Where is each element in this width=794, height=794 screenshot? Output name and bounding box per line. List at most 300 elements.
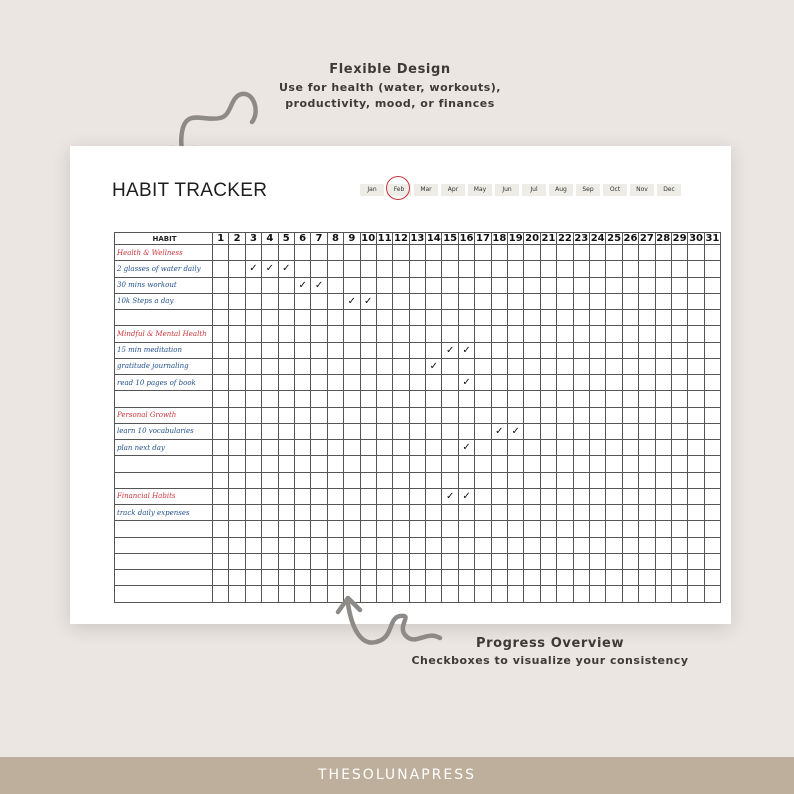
day-checkbox[interactable] xyxy=(688,456,704,472)
day-checkbox[interactable] xyxy=(589,570,605,586)
month-jun[interactable]: Jun xyxy=(495,184,519,196)
day-checkbox[interactable] xyxy=(426,472,442,488)
day-checkbox[interactable] xyxy=(606,505,622,521)
day-checkbox[interactable] xyxy=(278,375,294,391)
day-checkbox[interactable] xyxy=(360,440,376,456)
day-checkbox[interactable] xyxy=(426,505,442,521)
day-checkbox[interactable] xyxy=(573,586,589,602)
day-checkbox[interactable] xyxy=(245,505,261,521)
day-checkbox[interactable] xyxy=(327,570,343,586)
day-checkbox[interactable] xyxy=(278,310,294,326)
day-checkbox[interactable] xyxy=(655,293,671,309)
day-checkbox[interactable] xyxy=(622,586,638,602)
day-checkbox[interactable] xyxy=(639,358,655,374)
day-checkbox[interactable] xyxy=(688,586,704,602)
day-checkbox[interactable] xyxy=(213,342,229,358)
day-checkbox[interactable] xyxy=(655,570,671,586)
checkmark-icon[interactable]: ✓ xyxy=(442,488,458,504)
day-checkbox[interactable] xyxy=(294,245,310,261)
day-checkbox[interactable] xyxy=(671,391,687,407)
day-checkbox[interactable] xyxy=(557,375,573,391)
day-checkbox[interactable] xyxy=(540,488,556,504)
day-checkbox[interactable] xyxy=(557,342,573,358)
day-checkbox[interactable] xyxy=(655,423,671,439)
day-checkbox[interactable] xyxy=(475,488,491,504)
day-checkbox[interactable] xyxy=(393,505,409,521)
day-checkbox[interactable] xyxy=(639,472,655,488)
day-checkbox[interactable] xyxy=(671,423,687,439)
day-checkbox[interactable] xyxy=(229,505,245,521)
day-checkbox[interactable] xyxy=(589,407,605,423)
day-checkbox[interactable] xyxy=(589,261,605,277)
day-checkbox[interactable] xyxy=(573,261,589,277)
day-checkbox[interactable] xyxy=(704,310,720,326)
day-checkbox[interactable] xyxy=(540,537,556,553)
day-checkbox[interactable] xyxy=(213,472,229,488)
day-checkbox[interactable] xyxy=(294,456,310,472)
day-checkbox[interactable] xyxy=(704,586,720,602)
day-checkbox[interactable] xyxy=(671,537,687,553)
day-checkbox[interactable] xyxy=(557,537,573,553)
day-checkbox[interactable] xyxy=(278,293,294,309)
day-checkbox[interactable] xyxy=(540,391,556,407)
day-checkbox[interactable] xyxy=(426,488,442,504)
checkmark-icon[interactable]: ✓ xyxy=(344,293,360,309)
day-checkbox[interactable] xyxy=(639,375,655,391)
day-checkbox[interactable] xyxy=(426,310,442,326)
day-checkbox[interactable] xyxy=(409,472,425,488)
day-checkbox[interactable] xyxy=(508,391,524,407)
day-checkbox[interactable] xyxy=(376,423,392,439)
day-checkbox[interactable] xyxy=(655,553,671,569)
day-checkbox[interactable] xyxy=(458,326,474,342)
day-checkbox[interactable] xyxy=(245,407,261,423)
day-checkbox[interactable] xyxy=(262,277,278,293)
day-checkbox[interactable] xyxy=(376,358,392,374)
day-checkbox[interactable] xyxy=(229,423,245,439)
month-sep[interactable]: Sep xyxy=(576,184,600,196)
day-checkbox[interactable] xyxy=(606,358,622,374)
day-checkbox[interactable] xyxy=(540,407,556,423)
day-checkbox[interactable] xyxy=(508,375,524,391)
day-checkbox[interactable] xyxy=(524,586,540,602)
day-checkbox[interactable] xyxy=(704,391,720,407)
day-checkbox[interactable] xyxy=(475,293,491,309)
day-checkbox[interactable] xyxy=(213,423,229,439)
day-checkbox[interactable] xyxy=(442,310,458,326)
day-checkbox[interactable] xyxy=(409,521,425,537)
day-checkbox[interactable] xyxy=(622,521,638,537)
day-checkbox[interactable] xyxy=(327,521,343,537)
day-checkbox[interactable] xyxy=(540,553,556,569)
day-checkbox[interactable] xyxy=(524,375,540,391)
day-checkbox[interactable] xyxy=(278,277,294,293)
day-checkbox[interactable] xyxy=(540,326,556,342)
day-checkbox[interactable] xyxy=(540,505,556,521)
day-checkbox[interactable] xyxy=(360,407,376,423)
day-checkbox[interactable] xyxy=(622,326,638,342)
day-checkbox[interactable] xyxy=(262,293,278,309)
day-checkbox[interactable] xyxy=(409,456,425,472)
day-checkbox[interactable] xyxy=(360,391,376,407)
day-checkbox[interactable] xyxy=(442,277,458,293)
day-checkbox[interactable] xyxy=(360,342,376,358)
day-checkbox[interactable] xyxy=(409,293,425,309)
day-checkbox[interactable] xyxy=(344,407,360,423)
month-oct[interactable]: Oct xyxy=(603,184,627,196)
day-checkbox[interactable] xyxy=(589,375,605,391)
day-checkbox[interactable] xyxy=(655,488,671,504)
day-checkbox[interactable] xyxy=(426,326,442,342)
day-checkbox[interactable] xyxy=(458,391,474,407)
day-checkbox[interactable] xyxy=(262,586,278,602)
day-checkbox[interactable] xyxy=(622,310,638,326)
day-checkbox[interactable] xyxy=(524,440,540,456)
day-checkbox[interactable] xyxy=(245,391,261,407)
day-checkbox[interactable] xyxy=(311,505,327,521)
day-checkbox[interactable] xyxy=(393,245,409,261)
day-checkbox[interactable] xyxy=(508,488,524,504)
day-checkbox[interactable] xyxy=(573,456,589,472)
day-checkbox[interactable] xyxy=(376,488,392,504)
day-checkbox[interactable] xyxy=(557,358,573,374)
day-checkbox[interactable] xyxy=(671,310,687,326)
day-checkbox[interactable] xyxy=(622,505,638,521)
day-checkbox[interactable] xyxy=(655,440,671,456)
day-checkbox[interactable] xyxy=(327,358,343,374)
day-checkbox[interactable] xyxy=(360,310,376,326)
day-checkbox[interactable] xyxy=(278,440,294,456)
day-checkbox[interactable] xyxy=(524,245,540,261)
day-checkbox[interactable] xyxy=(327,456,343,472)
day-checkbox[interactable] xyxy=(491,375,507,391)
day-checkbox[interactable] xyxy=(360,423,376,439)
day-checkbox[interactable] xyxy=(573,326,589,342)
day-checkbox[interactable] xyxy=(229,553,245,569)
day-checkbox[interactable] xyxy=(639,310,655,326)
day-checkbox[interactable] xyxy=(540,586,556,602)
day-checkbox[interactable] xyxy=(311,310,327,326)
day-checkbox[interactable] xyxy=(475,326,491,342)
month-jan[interactable]: Jan xyxy=(360,184,384,196)
day-checkbox[interactable] xyxy=(229,537,245,553)
day-checkbox[interactable] xyxy=(426,537,442,553)
day-checkbox[interactable] xyxy=(491,521,507,537)
day-checkbox[interactable] xyxy=(524,570,540,586)
day-checkbox[interactable] xyxy=(245,440,261,456)
day-checkbox[interactable] xyxy=(557,293,573,309)
day-checkbox[interactable] xyxy=(639,391,655,407)
day-checkbox[interactable] xyxy=(294,407,310,423)
day-checkbox[interactable] xyxy=(622,407,638,423)
day-checkbox[interactable] xyxy=(294,310,310,326)
day-checkbox[interactable] xyxy=(344,505,360,521)
day-checkbox[interactable] xyxy=(606,326,622,342)
day-checkbox[interactable] xyxy=(458,553,474,569)
day-checkbox[interactable] xyxy=(376,293,392,309)
day-checkbox[interactable] xyxy=(688,342,704,358)
day-checkbox[interactable] xyxy=(442,505,458,521)
day-checkbox[interactable] xyxy=(426,423,442,439)
checkmark-icon[interactable]: ✓ xyxy=(262,261,278,277)
day-checkbox[interactable] xyxy=(458,505,474,521)
day-checkbox[interactable] xyxy=(655,358,671,374)
day-checkbox[interactable] xyxy=(704,505,720,521)
day-checkbox[interactable] xyxy=(311,440,327,456)
day-checkbox[interactable] xyxy=(508,407,524,423)
day-checkbox[interactable] xyxy=(491,310,507,326)
day-checkbox[interactable] xyxy=(458,310,474,326)
day-checkbox[interactable] xyxy=(245,358,261,374)
day-checkbox[interactable] xyxy=(475,537,491,553)
day-checkbox[interactable] xyxy=(671,326,687,342)
day-checkbox[interactable] xyxy=(376,537,392,553)
day-checkbox[interactable] xyxy=(409,261,425,277)
day-checkbox[interactable] xyxy=(639,488,655,504)
day-checkbox[interactable] xyxy=(491,456,507,472)
day-checkbox[interactable] xyxy=(327,553,343,569)
day-checkbox[interactable] xyxy=(540,261,556,277)
day-checkbox[interactable] xyxy=(688,423,704,439)
day-checkbox[interactable] xyxy=(655,407,671,423)
day-checkbox[interactable] xyxy=(262,440,278,456)
day-checkbox[interactable] xyxy=(606,423,622,439)
day-checkbox[interactable] xyxy=(475,261,491,277)
day-checkbox[interactable] xyxy=(426,293,442,309)
day-checkbox[interactable] xyxy=(376,391,392,407)
day-checkbox[interactable] xyxy=(557,245,573,261)
day-checkbox[interactable] xyxy=(704,326,720,342)
day-checkbox[interactable] xyxy=(639,277,655,293)
day-checkbox[interactable] xyxy=(311,570,327,586)
day-checkbox[interactable] xyxy=(606,537,622,553)
day-checkbox[interactable] xyxy=(573,342,589,358)
day-checkbox[interactable] xyxy=(589,358,605,374)
day-checkbox[interactable] xyxy=(475,391,491,407)
day-checkbox[interactable] xyxy=(262,472,278,488)
day-checkbox[interactable] xyxy=(344,261,360,277)
day-checkbox[interactable] xyxy=(294,537,310,553)
day-checkbox[interactable] xyxy=(491,293,507,309)
day-checkbox[interactable] xyxy=(622,277,638,293)
day-checkbox[interactable] xyxy=(376,521,392,537)
day-checkbox[interactable] xyxy=(508,358,524,374)
day-checkbox[interactable] xyxy=(589,488,605,504)
checkmark-icon[interactable]: ✓ xyxy=(245,261,261,277)
day-checkbox[interactable] xyxy=(655,586,671,602)
day-checkbox[interactable] xyxy=(540,456,556,472)
day-checkbox[interactable] xyxy=(393,537,409,553)
day-checkbox[interactable] xyxy=(442,440,458,456)
day-checkbox[interactable] xyxy=(704,261,720,277)
day-checkbox[interactable] xyxy=(262,310,278,326)
day-checkbox[interactable] xyxy=(213,586,229,602)
day-checkbox[interactable] xyxy=(475,456,491,472)
day-checkbox[interactable] xyxy=(393,488,409,504)
day-checkbox[interactable] xyxy=(491,440,507,456)
day-checkbox[interactable] xyxy=(294,342,310,358)
day-checkbox[interactable] xyxy=(426,245,442,261)
day-checkbox[interactable] xyxy=(262,358,278,374)
day-checkbox[interactable] xyxy=(655,537,671,553)
day-checkbox[interactable] xyxy=(376,407,392,423)
day-checkbox[interactable] xyxy=(442,472,458,488)
day-checkbox[interactable] xyxy=(524,423,540,439)
day-checkbox[interactable] xyxy=(671,456,687,472)
day-checkbox[interactable] xyxy=(475,358,491,374)
day-checkbox[interactable] xyxy=(442,245,458,261)
checkmark-icon[interactable]: ✓ xyxy=(458,342,474,358)
day-checkbox[interactable] xyxy=(622,456,638,472)
day-checkbox[interactable] xyxy=(671,505,687,521)
day-checkbox[interactable] xyxy=(278,245,294,261)
day-checkbox[interactable] xyxy=(639,423,655,439)
day-checkbox[interactable] xyxy=(557,326,573,342)
checkmark-icon[interactable]: ✓ xyxy=(360,293,376,309)
day-checkbox[interactable] xyxy=(639,326,655,342)
day-checkbox[interactable] xyxy=(589,537,605,553)
day-checkbox[interactable] xyxy=(688,245,704,261)
day-checkbox[interactable] xyxy=(491,326,507,342)
day-checkbox[interactable] xyxy=(573,407,589,423)
day-checkbox[interactable] xyxy=(262,342,278,358)
day-checkbox[interactable] xyxy=(409,423,425,439)
day-checkbox[interactable] xyxy=(540,245,556,261)
day-checkbox[interactable] xyxy=(229,358,245,374)
day-checkbox[interactable] xyxy=(540,375,556,391)
day-checkbox[interactable] xyxy=(376,440,392,456)
day-checkbox[interactable] xyxy=(606,472,622,488)
checkmark-icon[interactable]: ✓ xyxy=(508,423,524,439)
day-checkbox[interactable] xyxy=(360,277,376,293)
day-checkbox[interactable] xyxy=(573,570,589,586)
month-may[interactable]: May xyxy=(468,184,492,196)
day-checkbox[interactable] xyxy=(426,553,442,569)
day-checkbox[interactable] xyxy=(573,293,589,309)
day-checkbox[interactable] xyxy=(573,488,589,504)
day-checkbox[interactable] xyxy=(229,326,245,342)
day-checkbox[interactable] xyxy=(508,521,524,537)
day-checkbox[interactable] xyxy=(262,245,278,261)
day-checkbox[interactable] xyxy=(278,407,294,423)
day-checkbox[interactable] xyxy=(557,472,573,488)
day-checkbox[interactable] xyxy=(311,537,327,553)
day-checkbox[interactable] xyxy=(589,245,605,261)
day-checkbox[interactable] xyxy=(360,472,376,488)
day-checkbox[interactable] xyxy=(540,521,556,537)
day-checkbox[interactable] xyxy=(573,521,589,537)
day-checkbox[interactable] xyxy=(688,440,704,456)
day-checkbox[interactable] xyxy=(688,553,704,569)
day-checkbox[interactable] xyxy=(458,277,474,293)
day-checkbox[interactable] xyxy=(606,261,622,277)
day-checkbox[interactable] xyxy=(491,553,507,569)
day-checkbox[interactable] xyxy=(278,505,294,521)
day-checkbox[interactable] xyxy=(344,375,360,391)
day-checkbox[interactable] xyxy=(622,488,638,504)
day-checkbox[interactable] xyxy=(491,570,507,586)
day-checkbox[interactable] xyxy=(475,553,491,569)
day-checkbox[interactable] xyxy=(229,570,245,586)
day-checkbox[interactable] xyxy=(573,375,589,391)
day-checkbox[interactable] xyxy=(344,488,360,504)
day-checkbox[interactable] xyxy=(704,375,720,391)
day-checkbox[interactable] xyxy=(475,423,491,439)
day-checkbox[interactable] xyxy=(573,391,589,407)
day-checkbox[interactable] xyxy=(245,521,261,537)
day-checkbox[interactable] xyxy=(540,310,556,326)
day-checkbox[interactable] xyxy=(262,407,278,423)
day-checkbox[interactable] xyxy=(557,407,573,423)
day-checkbox[interactable] xyxy=(639,342,655,358)
day-checkbox[interactable] xyxy=(671,407,687,423)
day-checkbox[interactable] xyxy=(360,358,376,374)
month-jul[interactable]: Jul xyxy=(522,184,546,196)
day-checkbox[interactable] xyxy=(671,553,687,569)
day-checkbox[interactable] xyxy=(557,440,573,456)
day-checkbox[interactable] xyxy=(704,277,720,293)
day-checkbox[interactable] xyxy=(671,488,687,504)
day-checkbox[interactable] xyxy=(245,423,261,439)
day-checkbox[interactable] xyxy=(589,293,605,309)
day-checkbox[interactable] xyxy=(344,570,360,586)
day-checkbox[interactable] xyxy=(557,553,573,569)
day-checkbox[interactable] xyxy=(393,570,409,586)
day-checkbox[interactable] xyxy=(409,310,425,326)
day-checkbox[interactable] xyxy=(393,521,409,537)
day-checkbox[interactable] xyxy=(393,277,409,293)
day-checkbox[interactable] xyxy=(376,570,392,586)
day-checkbox[interactable] xyxy=(426,440,442,456)
day-checkbox[interactable] xyxy=(524,537,540,553)
day-checkbox[interactable] xyxy=(426,342,442,358)
checkmark-icon[interactable]: ✓ xyxy=(426,358,442,374)
day-checkbox[interactable] xyxy=(278,570,294,586)
day-checkbox[interactable] xyxy=(491,245,507,261)
day-checkbox[interactable] xyxy=(245,293,261,309)
day-checkbox[interactable] xyxy=(229,310,245,326)
day-checkbox[interactable] xyxy=(655,342,671,358)
month-apr[interactable]: Apr xyxy=(441,184,465,196)
day-checkbox[interactable] xyxy=(671,586,687,602)
day-checkbox[interactable] xyxy=(426,375,442,391)
day-checkbox[interactable] xyxy=(442,570,458,586)
day-checkbox[interactable] xyxy=(524,407,540,423)
day-checkbox[interactable] xyxy=(376,277,392,293)
day-checkbox[interactable] xyxy=(229,407,245,423)
day-checkbox[interactable] xyxy=(557,488,573,504)
day-checkbox[interactable] xyxy=(294,293,310,309)
day-checkbox[interactable] xyxy=(606,440,622,456)
day-checkbox[interactable] xyxy=(557,391,573,407)
day-checkbox[interactable] xyxy=(442,358,458,374)
month-feb[interactable]: Feb xyxy=(387,184,411,196)
day-checkbox[interactable] xyxy=(589,586,605,602)
day-checkbox[interactable] xyxy=(573,277,589,293)
month-dec[interactable]: Dec xyxy=(657,184,681,196)
day-checkbox[interactable] xyxy=(508,472,524,488)
day-checkbox[interactable] xyxy=(491,358,507,374)
day-checkbox[interactable] xyxy=(213,505,229,521)
day-checkbox[interactable] xyxy=(622,472,638,488)
day-checkbox[interactable] xyxy=(540,472,556,488)
checkmark-icon[interactable]: ✓ xyxy=(458,488,474,504)
day-checkbox[interactable] xyxy=(294,570,310,586)
day-checkbox[interactable] xyxy=(622,293,638,309)
day-checkbox[interactable] xyxy=(639,440,655,456)
day-checkbox[interactable] xyxy=(557,521,573,537)
day-checkbox[interactable] xyxy=(655,391,671,407)
